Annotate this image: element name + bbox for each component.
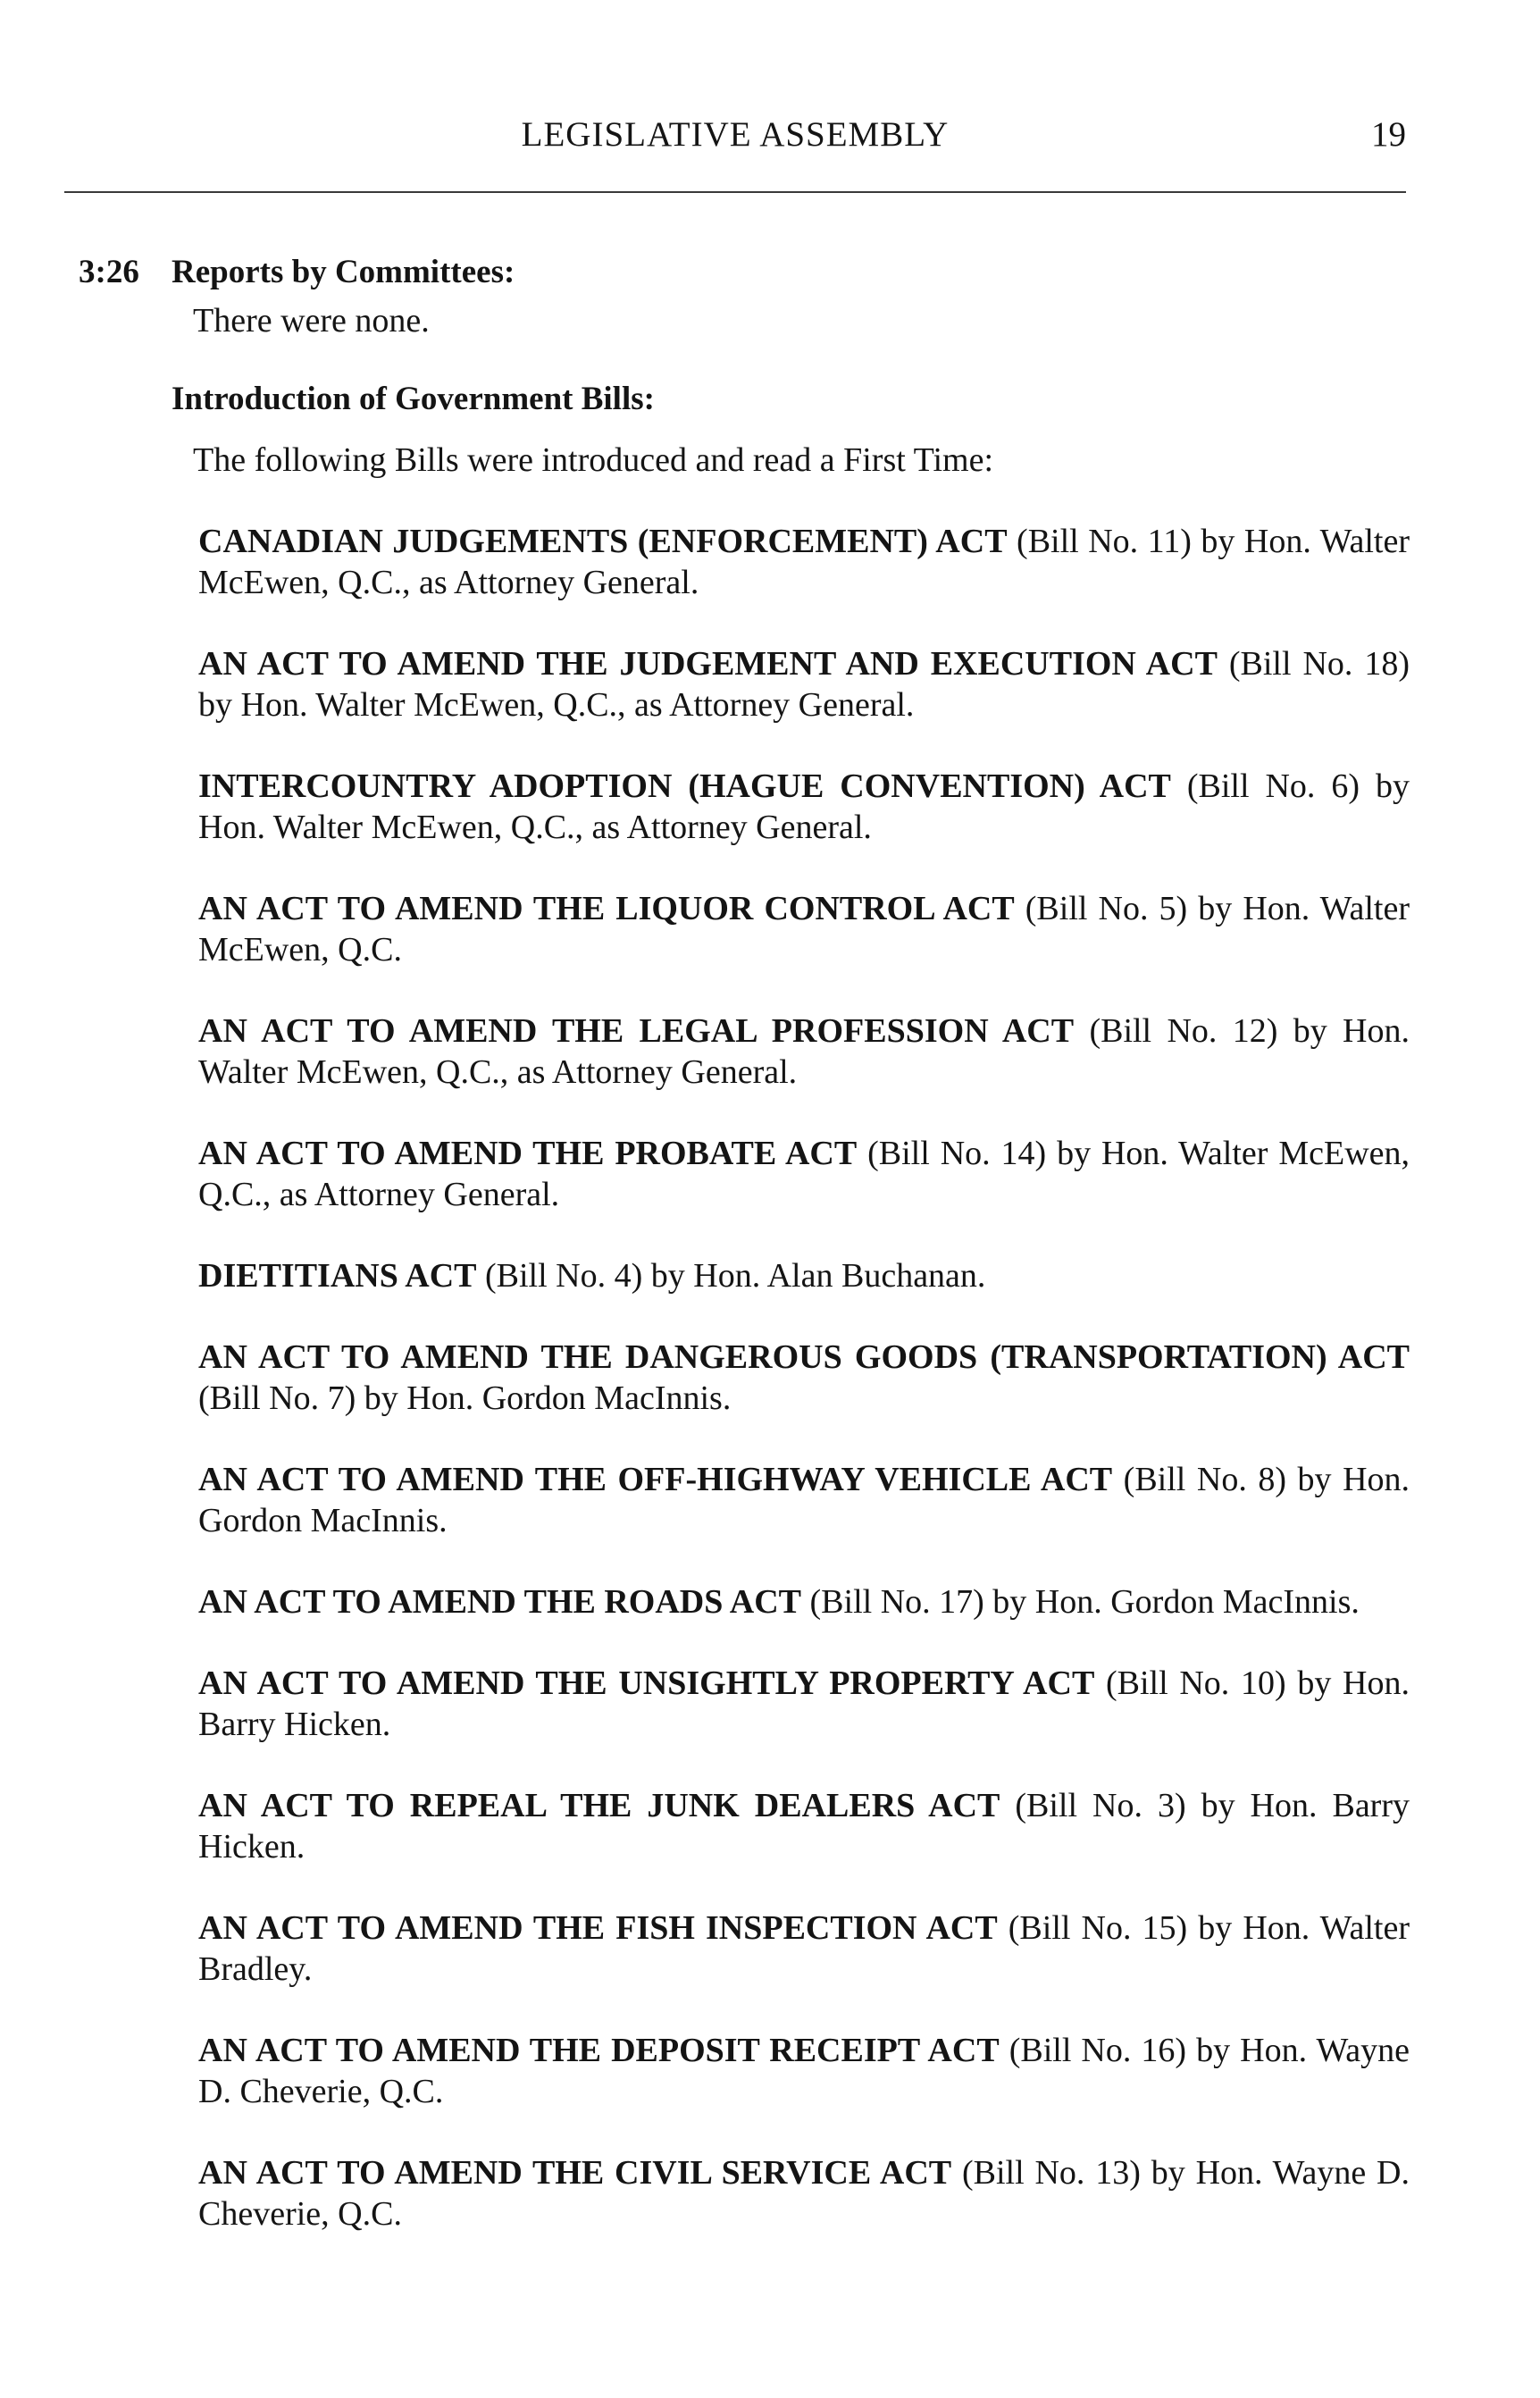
bill-entry <box>172 2152 1410 2234</box>
bill-title: AN ACT TO AMEND THE LIQUOR CONTROL ACT <box>198 890 1015 927</box>
header-rule <box>64 191 1406 193</box>
bill-title: AN ACT TO AMEND THE LEGAL PROFESSION ACT <box>198 1012 1075 1050</box>
bill-details: (Bill No. 6) by Hon. Walter McEwen, Q.C., as Attorney General. <box>198 767 1410 846</box>
bill-entry <box>172 2030 1410 2112</box>
bill-title: AN ACT TO AMEND THE JUDGEMENT AND EXECUTION ACT <box>198 645 1218 683</box>
section-heading <box>79 253 1410 291</box>
bill-entry <box>172 1133 1410 1215</box>
bill-details: (Bill No. 15) by Hon. Walter Bradley. <box>198 1909 1410 1988</box>
bill-details: (Bill No. 18) by Hon. Walter McEwen, Q.C., as Attorney General. <box>198 645 1410 724</box>
bill-entry <box>172 521 1410 603</box>
bill-details: (Bill No. 5) by Hon. Walter McEwen, Q.C. <box>198 890 1410 968</box>
bill-title: AN ACT TO AMEND THE ROADS ACT <box>198 1583 802 1621</box>
bill-entry <box>172 1908 1410 1990</box>
bill-title: AN ACT TO AMEND THE DEPOSIT RECEIPT ACT <box>198 2032 1000 2069</box>
bill-details: (Bill No. 13) by Hon. Wayne D. Cheverie, Q.C. <box>198 2154 1410 2233</box>
bill-entry <box>172 1010 1410 1093</box>
page-header <box>64 114 1406 168</box>
bill-title: AN ACT TO REPEAL THE JUNK DEALERS ACT <box>198 1787 1000 1824</box>
bill-title: INTERCOUNTRY ADOPTION (HAGUE CONVENTION) ACT <box>198 767 1171 805</box>
bill-entry <box>172 1581 1410 1622</box>
section-block <box>172 300 1410 2234</box>
bill-entry <box>172 1255 1410 1296</box>
bill-details: (Bill No. 16) by Hon. Wayne D. Cheverie, Q.C. <box>198 2032 1410 2110</box>
page-number: 19 <box>1371 115 1406 154</box>
bill-details: (Bill No. 12) by Hon. Walter McEwen, Q.C., as Attorney General. <box>198 1012 1410 1091</box>
bill-title: AN ACT TO AMEND THE FISH INSPECTION ACT <box>198 1909 998 1947</box>
bill-details: (Bill No. 11) by Hon. Walter McEwen, Q.C., as Attorney General. <box>198 523 1410 601</box>
intro-text: The following Bills were introduced and read a First Time: <box>193 441 994 479</box>
bill-details: (Bill No. 7) by Hon. Gordon MacInnis. <box>198 1379 732 1417</box>
bill-title: AN ACT TO AMEND THE CIVIL SERVICE ACT <box>198 2154 952 2192</box>
bill-title: AN ACT TO AMEND THE OFF-HIGHWAY VEHICLE ACT <box>198 1461 1113 1498</box>
running-title: LEGISLATIVE ASSEMBLY <box>521 115 950 154</box>
bill-details: (Bill No. 3) by Hon. Barry Hicken. <box>198 1787 1410 1866</box>
bill-entry <box>172 1663 1410 1745</box>
bill-title: DIETITIANS ACT <box>198 1257 477 1295</box>
bill-title: AN ACT TO AMEND THE DANGEROUS GOODS (TRANSPORTATION) ACT <box>198 1338 1410 1376</box>
bill-entry <box>172 643 1410 725</box>
bill-entry <box>172 888 1410 970</box>
bill-entry <box>172 766 1410 848</box>
bill-title: AN ACT TO AMEND THE UNSIGHTLY PROPERTY ACT <box>198 1664 1095 1702</box>
section-note: There were none. <box>193 302 430 340</box>
page-body <box>79 253 1410 2234</box>
bill-details: (Bill No. 17) by Hon. Gordon MacInnis. <box>801 1583 1360 1621</box>
bill-entry <box>172 1337 1410 1419</box>
subsection-heading: Introduction of Government Bills: <box>172 381 655 417</box>
section-number: 3:26 <box>79 254 139 290</box>
bill-details: (Bill No. 8) by Hon. Gordon MacInnis. <box>198 1461 1410 1539</box>
bill-details: (Bill No. 10) by Hon. Barry Hicken. <box>198 1664 1410 1743</box>
bill-entry <box>172 1785 1410 1867</box>
bill-title: AN ACT TO AMEND THE PROBATE ACT <box>198 1135 858 1172</box>
bill-list <box>172 521 1410 2234</box>
bill-title: CANADIAN JUDGEMENTS (ENFORCEMENT) ACT <box>198 523 1008 560</box>
bill-entry <box>172 1459 1410 1541</box>
section-title: Reports by Committees: <box>172 254 515 290</box>
bill-details: (Bill No. 4) by Hon. Alan Buchanan. <box>476 1257 986 1295</box>
bill-details: (Bill No. 14) by Hon. Walter McEwen, Q.C., as Attorney General. <box>198 1135 1410 1213</box>
